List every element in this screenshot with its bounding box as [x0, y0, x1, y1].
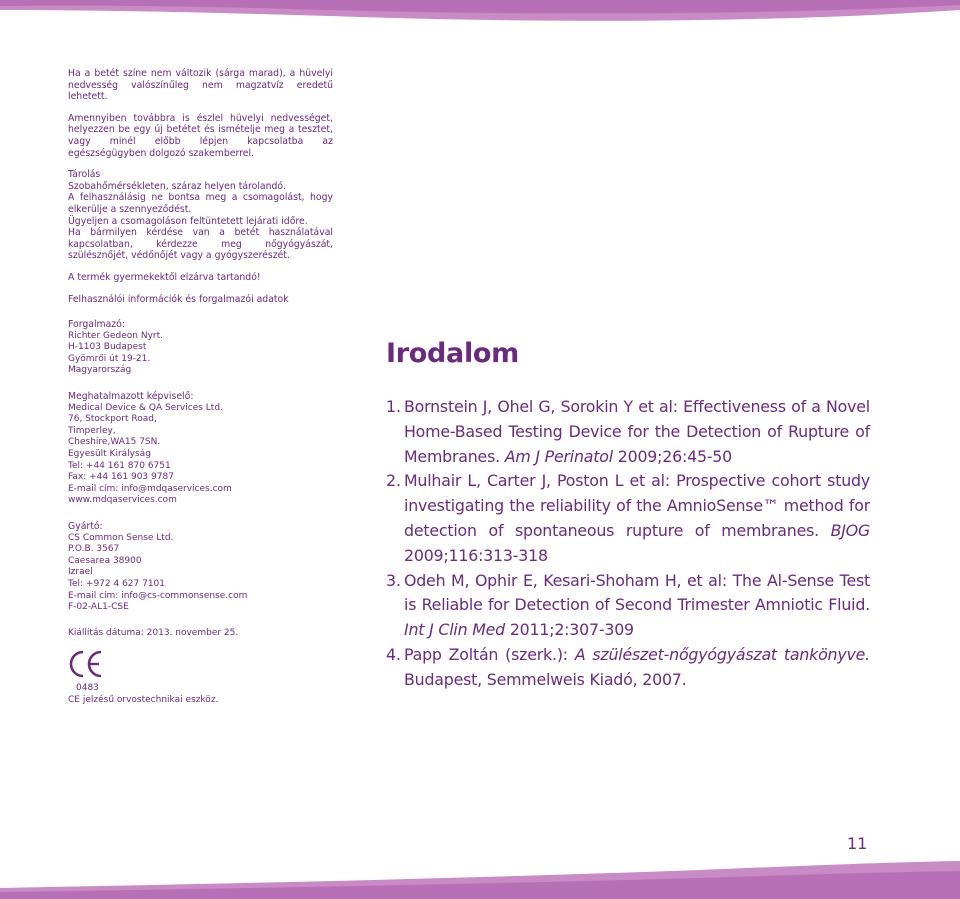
- reference-journal: Am J Perinatol: [504, 446, 613, 466]
- references-title: Irodalom: [386, 338, 519, 369]
- reference-tail: Budapest, Semmelweis Kiadó, 2007.: [404, 669, 687, 689]
- reference-number: 1.: [386, 397, 402, 416]
- reference-item: [386, 469, 870, 568]
- manufacturer-line: P.O.B. 3567: [68, 544, 120, 555]
- manufacturer-line: Izrael: [68, 567, 93, 578]
- reference-item: [386, 569, 870, 643]
- representative-line: Medical Device & QA Services Ltd.: [68, 402, 223, 413]
- representative-line: 76, Stockport Road,: [68, 414, 157, 425]
- reference-number: 2.: [386, 471, 402, 491]
- representative-line: Cheshire,WA15 7SN.: [68, 437, 161, 448]
- reference-number: 3.: [386, 570, 402, 590]
- manufacturer-line: Caesarea 38900: [68, 555, 142, 566]
- ce-caption: CE jelzésű orvostechnikai eszköz.: [68, 694, 219, 705]
- distributor-line: Magyarország: [68, 365, 132, 376]
- left-column: [68, 68, 333, 707]
- representative-line: Egyesült Királyság: [68, 449, 151, 460]
- reference-journal: BJOG: [830, 520, 870, 540]
- storage-title: Tárolás: [68, 169, 101, 181]
- representative-line: Fax: +44 161 903 9787: [68, 472, 174, 483]
- reference-text: Mulhair L, Carter J, Poston L et al: Prospective cohort study investigating the reliability of the AmnioSense™ method for detection of spontaneous rupture of membranes.: [404, 471, 870, 540]
- bottom-decorative-band: [0, 854, 960, 899]
- intro-paragraph-1: Ha a betét színe nem változik (sárga marad), a hüvelyi nedvesség valószínűleg nem magzatvíz eredetű lehetett.: [68, 68, 333, 103]
- distributor-line: Gyömrői út 19-21.: [68, 353, 151, 364]
- representative-line: Timperley,: [68, 425, 116, 436]
- storage-line: A felhasználásig ne bontsa meg a csomagolást, hogy elkerülje a szennyeződést.: [68, 192, 333, 215]
- page-number: 11: [847, 834, 868, 853]
- distributor-line: H-1103 Budapest: [68, 342, 147, 353]
- reference-item: [386, 395, 870, 469]
- distributor-line: Richter Gedeon Nyrt.: [68, 330, 164, 341]
- storage-line: Ha bármilyen kérdése van a betét használatával kapcsolatban, kérdezze meg nőgyógyászát, szülésznőjét, védőnőjét vagy a gyógyszerészét.: [68, 227, 333, 262]
- storage-line: Szobahőmérsékleten, száraz helyen tárolandó.: [68, 180, 286, 192]
- reference-text: Odeh M, Ophir E, Kesari-Shoham H, et al: The Al-Sense Test is Reliable for Detection of Second Trimester Amniotic Fluid.: [404, 570, 870, 615]
- reference-text: Bornstein J, Ohel G, Sorokin Y et al: Effectiveness of a Novel Home-Based Testing Device for the Detection of Rupture of Membranes.: [404, 397, 870, 466]
- representative-line: Tel: +44 161 870 6751: [68, 460, 171, 471]
- reference-number: 4.: [386, 644, 402, 664]
- ce-mark-icon: [68, 649, 104, 679]
- reference-tail: 2011;2:307-309: [509, 620, 634, 640]
- manufacturer-line: E-mail cím: info@cs-commonsense.com: [68, 590, 248, 601]
- distributor-title: Forgalmazó:: [68, 319, 125, 331]
- reference-journal: Int J Clin Med: [404, 620, 505, 640]
- reference-item: [386, 643, 870, 693]
- reference-text: Papp Zoltán (szerk.):: [404, 644, 568, 664]
- storage-line: Ügyeljen a csomagoláson feltüntetett lejárati időre.: [68, 215, 308, 227]
- info-heading: Felhasználói információk és forgalmazói adatok: [68, 293, 289, 305]
- manufacturer-line: CS Common Sense Ltd.: [68, 532, 174, 543]
- top-decorative-band: [0, 0, 960, 30]
- representative-line: www.mdqaservices.com: [68, 495, 177, 506]
- reference-journal: A szülészet-nőgyógyászat tankönyve.: [574, 644, 870, 664]
- ce-number: 0483: [76, 683, 99, 694]
- reference-tail: 2009;26:45-50: [617, 446, 732, 466]
- reference-tail: 2009;116:313-318: [404, 545, 548, 565]
- representative-line: E-mail cím: info@mdqaservices.com: [68, 483, 232, 494]
- child-warning: A termék gyermekektől elzárva tartandó!: [68, 271, 261, 283]
- manufacturer-line: F-02-AL1-CSE: [68, 602, 129, 613]
- ce-mark-block: [68, 649, 333, 706]
- references-section: [386, 337, 870, 693]
- intro-paragraph-2: Amennyiben továbbra is észlel hüvelyi nedvességet, helyezzen be egy új betétet és ismételje meg a tesztet, vagy minél előbb lépjen kapcsolatba az egészségügyben dolgozó szakemberrel.: [68, 112, 333, 159]
- manufacturer-line: Tel: +972 4 627 7101: [68, 578, 166, 589]
- manufacturer-title: Gyártó:: [68, 521, 103, 532]
- issue-date: Kiállítás dátuma: 2013. november 25.: [68, 627, 239, 638]
- representative-title: Meghatalmazott képviselő:: [68, 391, 194, 403]
